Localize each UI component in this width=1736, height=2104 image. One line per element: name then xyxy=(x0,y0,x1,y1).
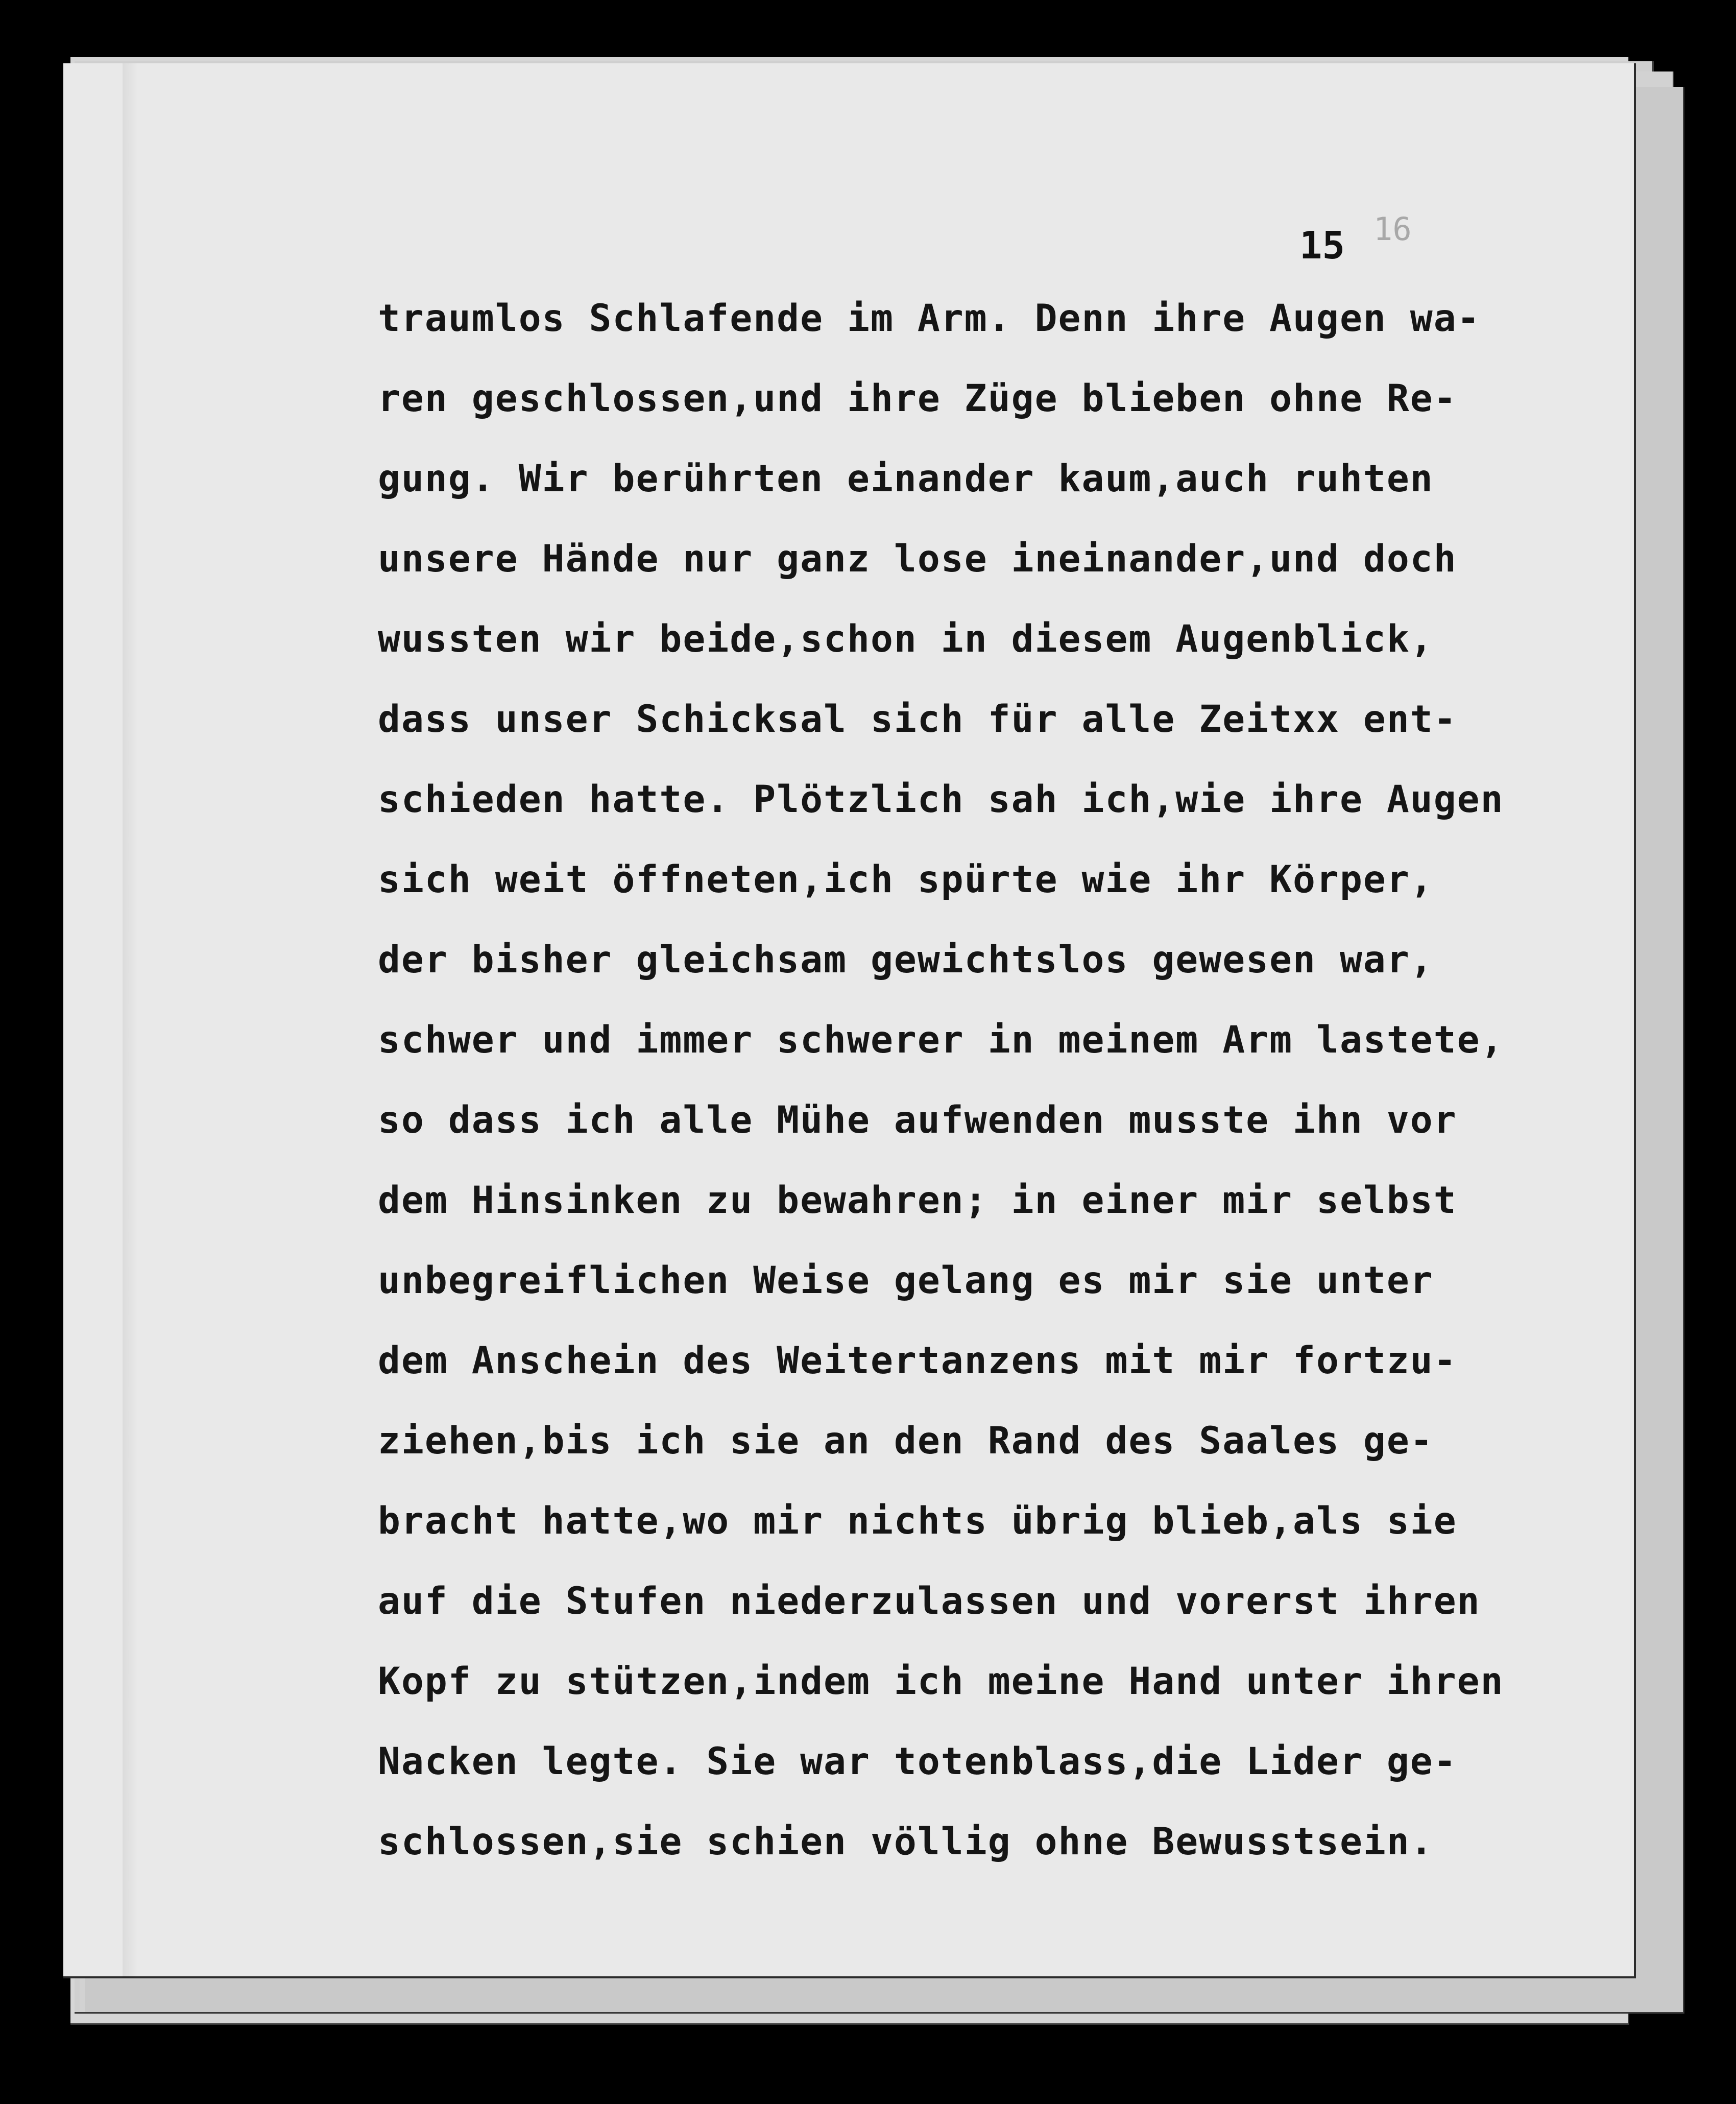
text-line: unsere Hände nur ganz lose ineinander,und doch xyxy=(378,537,1457,581)
text-line: unbegreiflichen Weise gelang es mir sie unter xyxy=(378,1259,1434,1302)
text-line: schieden hatte. Plötzlich sah ich,wie ihre Augen xyxy=(378,778,1504,821)
page-number: 15 xyxy=(1299,224,1345,268)
text-line: dem Anschein des Weitertanzens mit mir fortzu- xyxy=(378,1339,1457,1382)
page-edge-shadow xyxy=(123,63,138,1978)
text-line: der bisher gleichsam gewichtslos gewesen war, xyxy=(378,938,1434,982)
ghost-page-number: 16 xyxy=(1373,210,1412,248)
text-line: bracht hatte,wo mir nichts übrig blieb,als sie xyxy=(378,1499,1457,1543)
text-line: auf die Stufen niederzulassen und vorerst ihren xyxy=(378,1580,1481,1623)
text-line: dem Hinsinken zu bewahren; in einer mir selbst xyxy=(378,1179,1457,1222)
text-line: Nacken legte. Sie war totenblass,die Lider ge- xyxy=(378,1740,1457,1783)
text-line: traumlos Schlafende im Arm. Denn ihre Augen wa- xyxy=(378,297,1481,340)
text-line: gung. Wir berührten einander kaum,auch ruhten xyxy=(378,457,1434,500)
text-line: wussten wir beide,schon in diesem Augenblick, xyxy=(378,617,1434,661)
typed-text-body xyxy=(378,278,1654,1882)
text-line: schlossen,sie schien völlig ohne Bewusstsein. xyxy=(378,1820,1434,1863)
text-line: schwer und immer schwerer in meinem Arm lastete, xyxy=(378,1018,1504,1062)
text-line: so dass ich alle Mühe aufwenden musste ihn vor xyxy=(378,1098,1457,1142)
text-line: Kopf zu stützen,indem ich meine Hand unter ihren xyxy=(378,1660,1504,1703)
text-line: ziehen,bis ich sie an den Rand des Saales ge- xyxy=(378,1419,1434,1463)
text-line: sich weit öffneten,ich spürte wie ihr Körper, xyxy=(378,858,1434,901)
text-line: dass unser Schicksal sich für alle Zeitxx ent- xyxy=(378,698,1457,741)
text-line: ren geschlossen,und ihre Züge blieben ohne Re- xyxy=(378,377,1457,420)
